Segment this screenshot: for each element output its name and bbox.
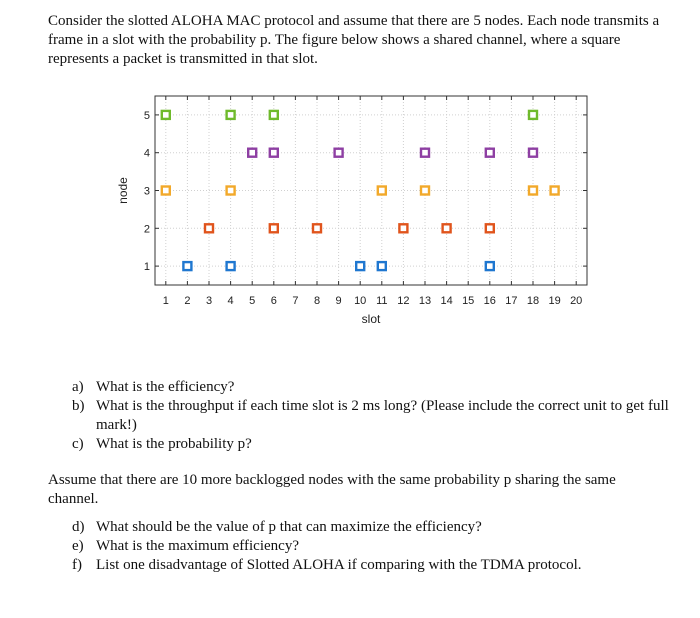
x-tick-label: 8 — [313, 295, 321, 307]
packet-marker — [421, 187, 429, 195]
x-tick-label: 1 — [162, 295, 169, 307]
y-tick-label: 1 — [143, 261, 150, 274]
x-tick-label: 17 — [505, 295, 518, 307]
packet-marker — [551, 187, 559, 195]
x-tick-label: 9 — [335, 295, 342, 307]
packet-marker — [270, 111, 278, 119]
packet-marker — [162, 111, 170, 119]
x-tick-label: 6 — [270, 295, 277, 307]
question-item: e) What is the maximum efficiency? — [72, 538, 299, 554]
question-list-1 — [72, 378, 672, 454]
x-axis-label: slot — [361, 312, 381, 326]
packet-marker — [227, 187, 235, 195]
x-tick-label: 14 — [440, 295, 453, 307]
y-tick-label: 5 — [143, 109, 150, 122]
packet-marker — [486, 262, 494, 270]
y-tick-label: 2 — [143, 223, 150, 236]
question-item: d) What should be the value of p that can maximize the efficiency? — [72, 519, 482, 535]
x-tick-label: 10 — [354, 295, 367, 307]
x-tick-label: 5 — [249, 295, 256, 307]
packet-marker — [248, 149, 256, 157]
x-tick-label: 2 — [184, 295, 191, 307]
packet-marker — [205, 224, 213, 232]
question-item: f) List one disadvantage of Slotted ALOHA if comparing with the TDMA protocol. — [72, 557, 582, 573]
x-tick-label: 12 — [397, 295, 410, 307]
packet-marker — [529, 187, 537, 195]
question-item: a) What is the efficiency? — [72, 379, 235, 395]
packet-marker — [421, 149, 429, 157]
y-tick-label: 3 — [143, 185, 150, 198]
x-tick-label: 15 — [462, 295, 475, 307]
backlog-paragraph: Assume that there are 10 more backlogged nodes with the same probability p sharing the same channel. — [48, 472, 616, 507]
x-tick-label: 11 — [376, 295, 388, 307]
packet-marker — [356, 262, 364, 270]
packet-marker — [335, 149, 343, 157]
question-item: c) What is the probability p? — [72, 436, 252, 452]
problem-intro: Consider the slotted ALOHA MAC protocol and assume that there are 5 nodes. Each node transmits a frame in a slot with the probability p. The figure below shows a shared channel, where a square represents a packet is transmitted in that slot. — [48, 13, 660, 67]
x-tick-label: 19 — [548, 295, 561, 307]
packet-marker — [529, 149, 537, 157]
y-tick-label: 4 — [143, 147, 150, 160]
packet-marker — [486, 149, 494, 157]
x-tick-label: 3 — [205, 295, 213, 307]
x-tick-label: 20 — [570, 295, 583, 307]
packet-marker — [378, 262, 386, 270]
question-list-2 — [72, 518, 672, 575]
question-item: b) What is the throughput if each time slot is 2 ms long? (Please include the correct unit to get full mark!) — [72, 398, 669, 433]
packet-marker — [183, 262, 191, 270]
packet-marker — [486, 224, 494, 232]
x-tick-label: 16 — [483, 295, 496, 307]
x-tick-label: 7 — [292, 295, 299, 307]
packet-marker — [313, 224, 321, 232]
x-tick-label: 13 — [418, 295, 432, 307]
y-axis-label: node — [116, 177, 130, 204]
packet-marker — [270, 224, 278, 232]
packet-marker — [227, 262, 235, 270]
packet-marker — [227, 111, 235, 119]
packet-marker — [378, 187, 386, 195]
packet-marker — [529, 111, 537, 119]
x-tick-label: 4 — [227, 295, 234, 307]
packet-marker — [399, 224, 407, 232]
packet-marker — [270, 149, 278, 157]
packet-marker — [162, 187, 170, 195]
packet-marker — [443, 224, 451, 232]
x-tick-label: 18 — [526, 295, 540, 307]
